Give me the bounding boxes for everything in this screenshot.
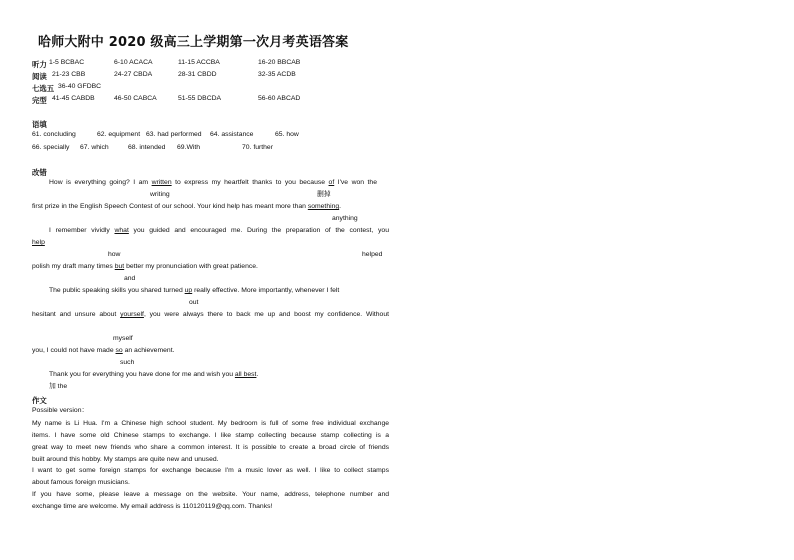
text: polish my draft many times [32,263,115,270]
error-word: so [115,347,123,354]
grammar-item: 65. how [275,131,299,138]
text: Thank you for everything you have done for me and wish you [49,371,235,378]
text: I've won the [334,179,377,186]
correction-fix: anything [332,215,358,222]
writing-subheading: Possible version： [32,407,89,414]
correction-fix: and [124,275,136,282]
grammar-item: 61. concluding [32,131,76,138]
answer-label-listening: 听力 [32,60,47,69]
answer-item: 24-27 CBDA [114,71,153,78]
error-word: help [32,239,45,246]
correction-fix: such [120,359,135,366]
answer-label-seven-choose-five: 七选五 [32,84,55,93]
answer-item: 32-35 ACDB [258,71,296,78]
grammar-heading: 语填 [32,120,47,129]
writing-line: My name is Li Hua. I'm a Chinese high school student. My bedroom is full of some free individual exchange [32,420,389,427]
correction-fix: myself [113,335,133,342]
correction-fix: out [189,299,199,306]
grammar-item: 67. which [80,144,109,151]
grammar-item: 66. specially [32,144,70,151]
text: The public speaking skills you shared turned [49,287,185,294]
page-title: 哈师大附中 2020 级高三上学期第一次月考英语答案 [38,35,349,50]
writing-line: exchange time are welcome. My email address is 110120119@qq.com. Thanks! [32,503,273,510]
writing-heading: 作文 [32,396,47,405]
correction-heading: 改错 [32,168,47,177]
text: you, I could not have made [32,347,116,354]
error-word: all best [234,371,257,378]
answer-item: 16-20 BBCAB [258,59,301,66]
writing-line: items. I have some old Chinese stamps to exchange. I like stamp collecting because stamp collecting is a [32,432,389,439]
text: I remember vividly [49,227,115,234]
answer-item: 51-55 DBCDA [178,95,222,102]
correction-line [49,179,377,187]
text: . [256,371,259,378]
writing-line: I want to get some foreign stamps for exchange because I'm a music lover as well. I like to collect stamps [32,467,389,474]
text: to express my heartfelt thanks to you because [171,179,329,186]
answer-label-cloze: 完型 [32,96,47,105]
grammar-item: 64. assistance [210,131,254,138]
error-word: up [184,287,193,294]
text: an achievement. [122,347,175,354]
correction-fix: 加 the [49,383,68,390]
answer-item: 36-40 GFDBC [58,83,102,90]
answer-item: 46-50 CABCA [114,95,157,102]
answer-item: 21-23 CBB [52,71,86,78]
correction-fix: how [108,251,121,258]
correction-fix: writing [150,191,170,198]
grammar-item: 69.With [177,144,201,151]
grammar-item: 68. intended [128,144,166,151]
answer-item: 41-45 CABDB [52,95,95,102]
answer-item: 56-60 ABCAD [258,95,301,102]
error-word: but [114,263,125,270]
answer-item: 11-15 ACCBA [178,59,220,66]
answer-item: 6-10 ACACA [114,59,153,66]
text: How is everything going? I am [49,179,152,186]
grammar-item: 63. had performed [146,131,202,138]
correction-line [49,227,389,235]
grammar-item: 62. equipment [97,131,141,138]
text: hesitant and unsure about [32,311,121,318]
error-word: yourself [120,311,144,318]
correction-line [32,311,389,319]
error-word: something [307,203,340,210]
grammar-item: 70. further [242,144,273,151]
writing-line: great way to meet new friends who share a common interest. It is possible to create a broad circle of friends [32,444,389,451]
correction-fix: helped [362,251,383,258]
text: you guided and encouraged me. During the preparation of the contest, you [128,227,389,234]
correction-line [49,371,258,379]
writing-line: built around this hobby. My stamps are quite new and unused. [32,456,219,463]
text: better my pronunciation with great patience. [124,263,258,270]
text: first prize in the English Speech Contest of our school. Your kind help has meant more than [32,203,308,210]
correction-line [32,347,174,355]
answer-item: 28-31 CBDD [178,71,217,78]
correction-line [49,287,339,295]
writing-line: If you have some, please leave a message on the website. Your name, address, telephone number and [32,491,389,498]
error-word: of [328,179,335,186]
error-word: written [151,179,172,186]
correction-line [32,263,258,271]
text: , you were always there to back me up and boost my confidence. Without [143,311,389,318]
text: really effective. More importantly, whenever I felt [192,287,340,294]
error-word: what [114,227,129,234]
correction-line: first prize in the English Speech Contest of our school. Your kind help has meant more than something. [32,203,342,210]
correction-fix: 删掉 [317,191,331,198]
answer-label-reading: 阅读 [32,72,47,81]
writing-line: about famous foreign musicians. [32,479,130,486]
answer-item: 1-5 BCBAC [49,59,85,66]
